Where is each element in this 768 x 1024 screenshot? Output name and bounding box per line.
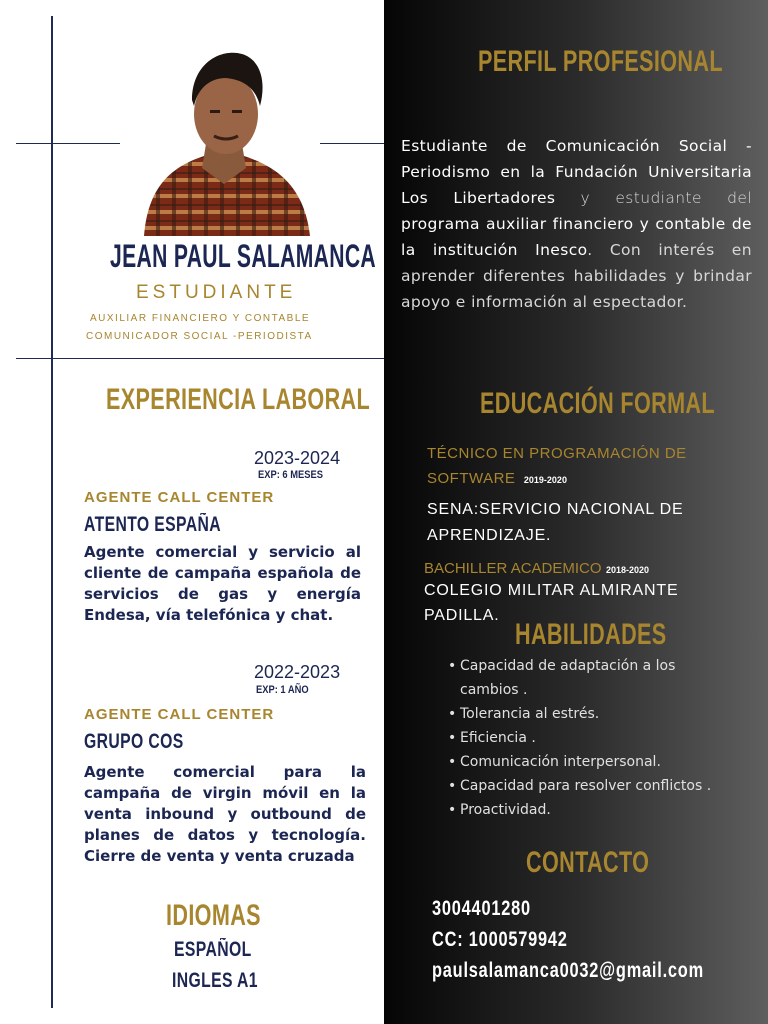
edu2-institution-line2: PADILLA. bbox=[424, 607, 500, 624]
skill-item: • Eficiencia . bbox=[446, 726, 736, 750]
edu1-program-line2: SOFTWARE bbox=[427, 470, 516, 487]
skills-list bbox=[446, 654, 736, 822]
edu1-years: 2019-2020 bbox=[523, 475, 567, 485]
role-title: ESTUDIANTE bbox=[136, 282, 297, 303]
languages-heading: IDIOMAS bbox=[166, 899, 261, 932]
edu1-program-line2-row bbox=[427, 470, 567, 488]
top-left-line bbox=[16, 143, 120, 144]
mid-line bbox=[16, 358, 384, 359]
contact-phone[interactable]: 3004401280 bbox=[432, 897, 531, 920]
language-english: INGLES A1 bbox=[172, 969, 258, 992]
language-spanish: ESPAÑOL bbox=[174, 938, 252, 961]
profile-paragraph bbox=[401, 133, 752, 315]
edu2-years: 2018-2020 bbox=[606, 565, 650, 575]
edu1-institution-line1: SENA:SERVICIO NACIONAL DE bbox=[427, 501, 684, 518]
job2-position: AGENTE CALL CENTER bbox=[84, 706, 275, 723]
education-heading: EDUCACIÓN FORMAL bbox=[480, 387, 715, 420]
job2-description: Agente comercial para la campaña de virgin móvil en la venta inbound y outbound de planes de datos y tecnología. Cierre de venta y venta cruzada bbox=[84, 763, 366, 865]
profile-text-4: . Con interés en aprender diferentes habilidades y brindar apoyo e información al espectador. bbox=[401, 241, 752, 311]
job2-company: GRUPO COS bbox=[84, 730, 184, 753]
skill-item: • Comunicación interpersonal. bbox=[446, 750, 736, 774]
top-right-line bbox=[320, 143, 384, 144]
skills-heading: HABILIDADES bbox=[515, 618, 667, 651]
job1-company: ATENTO ESPAÑA bbox=[84, 513, 222, 536]
job1-years: 2023-2024 bbox=[254, 448, 341, 468]
edu2-program: BACHILLER ACADEMICO bbox=[424, 560, 602, 577]
subtitle-journalist: COMUNICADOR SOCIAL -PERIODISTA bbox=[86, 331, 313, 342]
edu1-program-line1: TÉCNICO EN PROGRAMACIÓN DE bbox=[427, 445, 687, 462]
skill-item: • Proactividad. bbox=[446, 798, 736, 822]
edu1-institution-line2: APRENDIZAJE. bbox=[427, 527, 552, 544]
experience-heading: EXPERIENCIA LABORAL bbox=[106, 383, 371, 416]
profile-text-2: y estudiante del bbox=[555, 189, 753, 207]
edu2-program-row bbox=[424, 560, 649, 578]
contact-email[interactable]: paulsalamanca0032@gmail.com bbox=[432, 959, 704, 982]
profile-heading: PERFIL PROFESIONAL bbox=[478, 45, 723, 78]
full-name: JEAN PAUL SALAMANCA bbox=[110, 238, 376, 274]
skill-item: • Tolerancia al estrés. bbox=[446, 702, 736, 726]
vertical-line bbox=[51, 16, 53, 1008]
avatar bbox=[134, 44, 314, 236]
job2-exp: EXP: 1 AÑO bbox=[256, 684, 309, 696]
skill-item: • Capacidad de adaptación a los cambios . bbox=[446, 654, 736, 702]
subtitle-finance: AUXILIAR FINANCIERO Y CONTABLE bbox=[90, 313, 311, 324]
job1-description: Agente comercial y servicio al cliente de campaña española de servicios de gas y energía Endesa, vía telefónica y chat. bbox=[84, 543, 361, 624]
contact-heading: CONTACTO bbox=[526, 846, 650, 879]
edu2-institution-line1: COLEGIO MILITAR ALMIRANTE bbox=[424, 582, 679, 599]
job2-years: 2022-2023 bbox=[254, 662, 341, 682]
contact-cc: CC: 1000579942 bbox=[432, 928, 568, 951]
skill-item: • Capacidad para resolver conflictos . bbox=[446, 774, 736, 798]
profile-text-3: programa auxiliar financiero y contable de la institución Inesco bbox=[401, 215, 752, 259]
job1-exp: EXP: 6 MESES bbox=[258, 469, 323, 481]
profile-text-1: Estudiante de Comunicación Social -Periodismo en la Fundación Universitaria Los Libertadores bbox=[401, 137, 752, 207]
person-photo-icon bbox=[134, 44, 314, 236]
job1-position: AGENTE CALL CENTER bbox=[84, 489, 275, 506]
